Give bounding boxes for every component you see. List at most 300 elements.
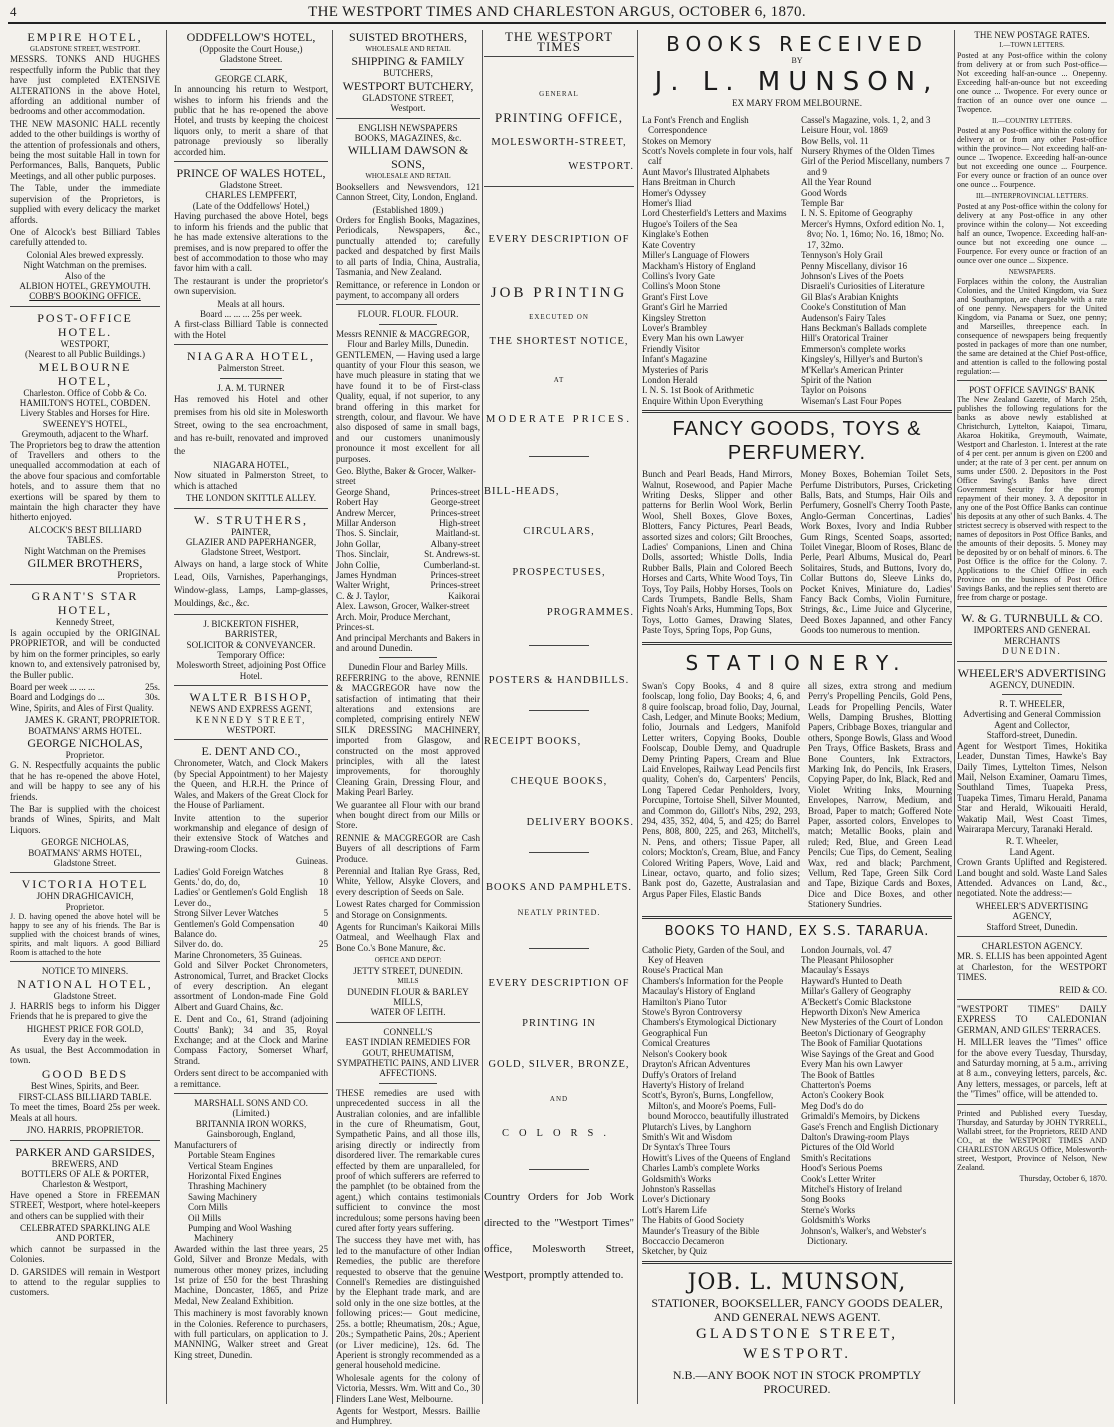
empire-table: The Table, under the immediate supervision of the Proprietors, is supplied with every delicacy the market affords.	[10, 183, 160, 225]
britannia: BRITANNIA IRON WORKS,	[195, 1118, 307, 1129]
westport-agents: Agents for Westport, Messrs. Baillie and Humphrey.	[336, 1405, 480, 1427]
list-item: Howitt's Lives of the Queens of England	[642, 1152, 791, 1163]
fancy-left: Bunch and Pearl Beads, Hand Mirrors, Walnut, Rosewood, and Papier Mache Writing Desks, Slipper and other patterns for Berlin Wool Work, Berlin Wool, Shell Boxes, Glove Boxes, Blotters, Fancy Pictures, Pearl Beads, assorted sizes and colors; Gilt Brooches, Ladies' Companions, Linen and China Dolls, assorted; Whistle Dolls, India Rubber Balls, Plain and Colored Beech Horses and Carts, White Wood Toys, Tin Toys, Toy Pails, Hobby Horses, Tools on Cards Trumpets, Bandle Bells, Sham Fights Noah's Arks, Humming Tops, Box Toys, Lotto Games, Drawing Slates, Paste Toys, Spring Tops, Pop Guns,	[642, 469, 793, 636]
agency: AGENCY, DUNEDIN.	[989, 679, 1075, 690]
melbourne-sub: Charleston. Office of Cobb & Co.	[23, 387, 147, 398]
column-4	[484, 30, 634, 1404]
fancy-goods	[642, 469, 952, 638]
gilmer-tables: ALCOCK'S BEST BILLIARD TABLES.	[28, 524, 142, 546]
list-item: Girl of the Period Miscellany, numbers 7 and 9	[801, 156, 950, 177]
rule	[174, 508, 328, 509]
lempfert-sub: (Late of the Oddfellows' Hotel,)	[192, 200, 310, 211]
list-item: Lover's Brambley	[642, 322, 708, 333]
gilmer-prop: Proprietors.	[117, 570, 160, 581]
executed-on: EXECUTED ON	[529, 313, 589, 322]
westport: WESTPORT.	[226, 725, 276, 736]
shipping: SHIPPING & FAMILY	[351, 54, 465, 69]
list-item: Friendly Visitor	[642, 343, 700, 354]
melbourne-hotel: MELBOURNE HOTEL,	[38, 359, 132, 388]
list-item: Gil Blas's Arabian Knights	[801, 291, 899, 302]
rule	[529, 710, 589, 711]
row-value: Albany-street	[430, 538, 480, 549]
importers: IMPORTERS AND GENERAL	[973, 625, 1091, 636]
empire-also: Also of the	[64, 270, 106, 281]
list-item: Dalton's Drawing-room Plays	[801, 1131, 910, 1142]
dunedin-flour-barley: DUNEDIN FLOUR & BARLEY MILLS,	[347, 986, 469, 1007]
rule	[642, 642, 952, 645]
list-item: Mysteries of Paris	[642, 364, 709, 375]
row-value: 25	[318, 939, 328, 950]
rule	[642, 410, 952, 413]
westport: Westport.	[390, 103, 426, 114]
empire-watch: Night Watchman on the premises.	[23, 260, 147, 271]
oddfellows-title: ODDFELLOW'S HOTEL,	[186, 30, 316, 44]
rule	[529, 852, 589, 853]
list-item: Haverty's History of Ireland	[642, 1079, 744, 1090]
list-item: Collins's Moon Stone	[642, 281, 721, 292]
by: BY	[791, 56, 803, 65]
walter-bishop: WALTER BISHOP,	[189, 690, 313, 705]
table-row	[336, 497, 480, 507]
country-letters: II.—COUNTRY LETTERS.	[991, 116, 1073, 125]
office-depot: OFFICE AND DEPOT:	[374, 956, 442, 965]
meals: Meals at all hours.	[217, 298, 285, 309]
dent-address: E. Dent and Co., 61, Strand (adjoining Coutts' Bank); 34 and 35, Royal Exchange; and at the Clock and Marine Compass Factory, Somerset Wharf, Strand.	[174, 1014, 328, 1066]
crown-grants: Crown Grants Uplifted and Registered. Land bought and sold. Waste Land Sales Attended. Advances on Land, &c., negotiated. Note the address:—	[957, 857, 1107, 899]
column-divider	[332, 30, 333, 1404]
country-orders: Country Orders for Job Work directed to the "Westport Times" office, Molesworth Street, Westport, promptly attended to.	[484, 1190, 634, 1281]
wheeler-adv: WHEELER'S ADVERTISING AGENCY,	[975, 900, 1089, 922]
clark-body: In announcing his return to Westport, wishes to inform his friends and the public that he has re-opened the above Hotel, and trusts by keeping the choicest liquors only, to merit a share of that patronage previously so liberally accorded him.	[174, 84, 328, 157]
list-item: Grimaldi's Memoirs, by Dickens	[801, 1111, 920, 1122]
dent-co: E. DENT AND CO.,	[201, 744, 301, 759]
stationery-left: Swan's Copy Books, 4 and 8 quire foolscap, long folio, Day Books; 4, 6, and 8 quire foolscap, broad folio, Day, Journal, Cash, Ledger, and Minute Books; Medium, folio, Journals and Ledgers, Manifold Letter writers, Copying Books, Double Foolscap, Double Demy, and Quadruple Demy Printing Papers, Cream and Blue Laid Envelopes, Railway Lead Pencils first quality, Cohen's do, Carpenters' Pencils, Long Tapered Cedar Penholders, Ivory, Porcupine, Tortoise Shell, Silver Mounted, and Common do, Gillott's Nibs, 292, 293, 294, 435, 352, 404, 5, and 425; do Barrel Pens, 808, 800, 225, and 263, Mitchell's, N. Pens, and others; Tissue Paper, all colors; Mockton's, Cream, Blue, and Fancy Colored Writing Papers, Wove, Laid and Linear, octavo, quarto, and folio sizes; Bank post do, Gazette, Australasian and Argus Paper Files, Elastic Bands	[642, 680, 800, 899]
rule	[336, 1022, 480, 1023]
westport-butchery: WESTPORT BUTCHERY,	[342, 78, 474, 93]
dent-gold: Gold and Silver Pocket Chronometers, Astronomical, Turret, and Bracket Clocks of every description. An elegant assortment of London-made Fine Gold Albert and Guard Chains, &c.	[174, 960, 328, 1012]
list-item: Aunt Mavor's Illustrated Alphabets	[642, 166, 770, 177]
colors: COLORS.	[501, 1127, 617, 1139]
list-item: Horizontal Fixed Engines	[188, 1170, 282, 1181]
rennie-firm: Messrs RENNIE & MACGREGOR,	[336, 328, 470, 339]
nicholas-sign: GEORGE NICHOLAS,	[41, 837, 129, 848]
dent-price-list	[174, 867, 328, 961]
hamilton-hotel: HAMILTON'S HOTEL, COBDEN.	[19, 397, 151, 408]
marshall: MARSHALL SONS AND CO.	[194, 1098, 308, 1109]
list-item: Sawing Machinery	[188, 1191, 257, 1202]
list-item: Johnson's Lives of the Poets	[801, 270, 904, 281]
principal: And principal Merchants and Bakers in and around Dunedin.	[336, 632, 480, 653]
list-item: Hamilton's Piano Tutor	[642, 996, 727, 1007]
mills: Flour and Barley Mills, Dunedin.	[347, 339, 469, 350]
post-note: (Nearest to all Public Buildings.)	[25, 349, 145, 360]
nicholas-sign: Gladstone Street.	[53, 858, 117, 868]
list-item: Stokes on Memory	[642, 135, 712, 146]
programmes: PROGRAMMES.	[546, 607, 634, 619]
victoria-hotel: VICTORIA HOTEL	[21, 877, 149, 892]
row-value: 8	[323, 866, 328, 877]
list-item: Homer's Iliad	[642, 198, 692, 209]
row-label: Gents.' do, do, do,	[174, 876, 241, 887]
rt-wheeler: R. T. WHEELER,	[999, 699, 1065, 710]
brewers: BREWERS, AND	[51, 1158, 119, 1169]
column-6	[957, 30, 1107, 1404]
list-item: Comical Creatures	[642, 1038, 710, 1049]
column-3	[336, 30, 480, 1427]
list-item: La Font's French and English Correspondence	[642, 114, 749, 136]
dawson-sub: WHOLESALE AND RETAIL	[365, 172, 451, 181]
rt-wheeler: R. T. Wheeler,	[1005, 836, 1059, 847]
rule	[10, 584, 160, 585]
list-item: Smith's Recitations	[801, 1152, 872, 1163]
table-row	[174, 908, 328, 918]
limited: (Limited.)	[232, 1108, 270, 1119]
row-label: Strong Silver Lever Watches	[174, 908, 279, 919]
column-divider	[482, 30, 483, 1404]
table-row	[336, 549, 480, 559]
row-label: George Shand,	[336, 486, 390, 497]
list-item: Hans Breitman in Church	[642, 177, 736, 188]
cheque-books: CHEQUE BOOKS,	[510, 776, 608, 788]
westport: WESTPORT.	[568, 161, 634, 173]
temp-address: Molesworth Street, adjoining Post Office Hotel.	[176, 660, 326, 681]
row-value: Cumberland-st.	[423, 559, 480, 570]
page-title: THE WESTPORT TIMES AND CHARLESTON ARGUS, OCTOBER 6, 1870.	[308, 4, 806, 20]
munson-name: J. L. MUNSON,	[654, 67, 940, 98]
albion-hotel: ALBION HOTEL, GREYMOUTH.	[19, 280, 151, 291]
list-item: Spirit of the Nation	[801, 374, 872, 385]
george-clark: GEORGE CLARK,	[214, 73, 288, 84]
list-item: Mitchel's History of Ireland	[801, 1183, 902, 1194]
dragh-prop: Proprietor.	[65, 901, 105, 912]
struthers-body: Always on hand, a large stock of White Lead, Oils, Varnishes, Paperhangings, Window-glass, Lamps, Lamp-glasses, Mouldings, &c., &c.	[174, 558, 328, 608]
first-class-billiard: FIRST-CLASS BILLIARD TABLE.	[18, 1091, 152, 1102]
lempfert-body: Having purchased the above Hotel, begs to inform his friends and the public that he has made extensive alterations to the premises, and is now prepared to offer the best of accommodation to those who may favor him with a call.	[174, 211, 328, 274]
table-row	[336, 591, 480, 601]
molesworth-street: MOLESWORTH-STREET,	[491, 136, 627, 148]
rule	[529, 456, 589, 457]
sweeney-sub: Greymouth, adjacent to the Wharf.	[21, 429, 149, 440]
printing-in: PRINTING IN	[522, 1018, 596, 1030]
lawson: Alex. Lawson, Grocer, Walker-street	[336, 601, 470, 612]
list-item: Wise Sayings of the Great and Good	[801, 1048, 934, 1059]
suisted-brothers: SUISTED BROTHERS,	[348, 30, 467, 44]
harris-price: HIGHEST PRICE FOR GOLD,	[26, 1023, 144, 1034]
boatmans-title: BOATMANS' ARMS HOTEL.	[28, 725, 142, 736]
turner: J. A. M. TURNER	[217, 382, 285, 393]
books-list	[642, 115, 952, 406]
list-item: The Book of Battles	[801, 1069, 875, 1080]
stationery-title: STATIONERY.	[685, 650, 909, 675]
posters-handbills: POSTERS & HANDBILLS.	[488, 674, 630, 686]
connell: CONNELL'S	[383, 1026, 433, 1037]
cobb-booking: COBB'S BOOKING OFFICE.	[29, 291, 141, 302]
list-item: Grant's First Love	[642, 291, 708, 302]
rule	[957, 936, 1107, 937]
hamilton-sub: Livery Stables and Horses for Hire.	[20, 408, 150, 419]
printing-office: PRINTING OFFICE,	[495, 110, 623, 126]
parker-tail: which cannot be surpassed in the Colonies.	[10, 1243, 160, 1265]
express: "WESTPORT TIMES" DAILY EXPRESS TO CALEDONIAN GERMAN, AND GILES' TERRACES.	[957, 1004, 1107, 1035]
list-item: Penny Miscellany, divisor 16	[801, 260, 907, 271]
barrister: BARRISTER,	[224, 629, 278, 640]
wholesale: WHOLESALE AND RETAIL	[365, 45, 451, 53]
rule	[220, 378, 282, 379]
rule	[174, 161, 328, 162]
every-description: EVERY DESCRIPTION OF	[488, 977, 630, 989]
struthers: W. STRUTHERS,	[194, 512, 308, 527]
remedies: THESE remedies are used with unprecedented success in all the Australian colonies, and are infallible in the cure of Rheumatism, Gout, Sympathetic Pains, and all those ills, arising directly or indirectly from disordered liver. The remarkable cures effected by them are unparalleled, for proof of which sufferers are referred to the pamphlet (to be obtained from the agent,) which contains testimonials sufficient to convince the most incredulous; some persons having been cured after forty years suffering.	[336, 1087, 480, 1234]
stationer: STATIONER, BOOKSELLER, FANCY GOODS DEALER,	[651, 1295, 943, 1310]
miller: H. MILLER leaves the "Times" office for the above every Tuesday, Thursday, and Saturday morning, at 5 a.m., arriving at 8 a.m., conveying letters, parcels, &c. Any letters, messages, or parcels, left at the "Times" office, will be attended to.	[957, 1037, 1108, 1100]
list-item: Nursery Rhymes of the Olden Times	[801, 146, 935, 157]
table-row	[336, 570, 480, 580]
parker-body: Have opened a Store in FREEMAN STREET, Westport, where hotel-keepers and others can be supplied with their	[10, 1189, 160, 1221]
list-item: Beeton's Dictionary of Geography	[801, 1027, 926, 1038]
list-item: Hood's Serious Poems	[801, 1163, 883, 1174]
east-indian: EAST INDIAN REMEDIES FOR GOUT, RHEUMATISM, SYMPATHETIC PAINS, AND LIVER AFFECTIONS.	[336, 1037, 480, 1079]
board: Board ... ... ... 25s per week.	[199, 308, 303, 319]
newspapers: NEWSPAPERS.	[1008, 267, 1056, 276]
grant-lodging-label: Board and Lodgings do ...	[10, 692, 105, 703]
jetty-street: JETTY STREET, DUNEDIN.	[353, 965, 463, 976]
list-item: Audenson's Fairy Tales	[801, 312, 886, 323]
referring: REFERRING to the above, RENNIE & MACGREGOR have now the satisfaction of intimating that their alterations and extensions are completed, comprising entirely NEW SILK DRESSING MACHINERY, imported from Glasgow, and constructed on the most approved principles, with all the latest improvements, for thoroughly Cleaning Grain, Dressing Flour, and Making Pearl Barley.	[336, 672, 480, 798]
page-header	[0, 0, 1114, 28]
list-item: I. N. S. 1st Book of Arithmetic	[642, 385, 754, 396]
hand-left	[642, 945, 793, 1257]
dent-body: Chronometer, Watch, and Clock Makers (by Special Appointment) to her Majesty the Queen, and H.R.H. the Prince of Wales, and Makers of the Great Clock for the House of Parliament.	[174, 758, 328, 811]
column-5	[642, 30, 952, 1404]
adv-agent: Advertising and General Commission Agent and Collector,	[963, 709, 1101, 730]
gilmer-body: The Proprietors beg to draw the attention of Travellers and others to the unequalled accommodation at each of the above four spacious and comfortable hotels, and to assure them that no exertions will be spared by them to maintain the high character they have hitherto enjoyed.	[10, 439, 160, 523]
list-item: Bow Bells, vol. 11	[801, 135, 869, 146]
list-item: Sterne's Works	[801, 1204, 856, 1215]
row-value: George-street	[430, 497, 480, 508]
books-to-hand-title: BOOKS TO HAND, EX S.S. TARARUA.	[664, 923, 930, 939]
water-of-leith: WATER OF LEITH.	[370, 1007, 446, 1018]
gladstone-westport: GLADSTONE STREET, WESTPORT.	[695, 1325, 899, 1362]
list-item: Chambers's Information for the People	[642, 975, 784, 986]
list-item: Enquire Within Upon Everything	[642, 395, 763, 406]
dawson-body: Booksellers and Newsvendors, 121 Cannon Street, City, London, England.	[336, 181, 480, 203]
list-item: Hepworth Dixon's New America	[801, 1007, 921, 1018]
list-item: Sketcher, by Quiz	[642, 1246, 708, 1257]
rule	[220, 69, 282, 70]
wheeler-title: WHEELER'S ADVERTISING	[957, 665, 1107, 680]
table-row	[336, 528, 480, 538]
rule	[642, 916, 952, 919]
news-agent: AND GENERAL NEWS AGENT.	[713, 1309, 881, 1324]
general: GENERAL	[539, 89, 579, 98]
lowest-rates: Lowest Rates charged for Commission and Storage on Consignments.	[336, 899, 480, 920]
books-magazines: BOOKS, MAGAZINES, &c.	[354, 133, 462, 144]
dunedin: DUNEDIN.	[1002, 646, 1062, 657]
national-street: Gladstone Street.	[53, 990, 117, 1001]
list-item: Vertical Steam Engines	[188, 1160, 273, 1171]
list-item: Collins's Ivory Gate	[642, 270, 715, 281]
table-row	[336, 580, 480, 590]
agent-for: Agent for Westport Times, Hokitika Leader, Dunstan Times, Hawke's Bay Daily Times, Lyttelton Times, Nelson Mail, Nelson Examiner, Oamaru Times, Southland Times, Tuapeka Press, Tuapeka Times, Timaru Herald, Panama Star and Herald, Wikouaiti Herald, Wakatip Mail, West Coast Times, Wairarapa Mercury, Taranaki Herald.	[957, 740, 1107, 834]
list-item: Oil Mills	[188, 1212, 222, 1223]
list-item: Thrashing Machinery	[188, 1181, 267, 1192]
interprovincial: III.—INTERPROVINCIAL LETTERS.	[976, 192, 1088, 201]
list-item: Homer's Odyssey	[642, 187, 707, 198]
news-agent: NEWS AND EXPRESS AGENT,	[189, 704, 313, 715]
publication-date: Thursday, October 6, 1870.	[1019, 1173, 1107, 1183]
row-label: Thos. Sinclair,	[336, 549, 389, 560]
table-row	[174, 950, 328, 960]
list-item: Every Man his own Lawyer	[642, 333, 744, 344]
row-label: Andrew Mercer,	[336, 507, 396, 518]
list-item: Maunder's Treasury of the Bible	[642, 1225, 760, 1236]
butchers: BUTCHERS,	[383, 68, 433, 79]
rule	[642, 1261, 952, 1264]
parker-location: Charleston & Westport,	[42, 1179, 128, 1190]
inter-body: Posted at any Post-office within the colony for delivery at any Post-office in any other province within the colony— Not exceeding half an ounce, Twopence. Exceeding half-an-ounce but not exceeding one ounce ... Fourpence. For every ounce or fraction of an ounce over one ounce ... Sixpence.	[957, 201, 1107, 265]
list-item: Catholic Piety, Garden of the Soul, and Key of Heaven	[642, 944, 785, 966]
list-item: The Habits of Good Society	[642, 1215, 745, 1226]
niagara-title: NIAGARA HOTEL,	[187, 349, 315, 364]
rule	[529, 948, 589, 949]
skittle-alley: THE LONDON SKITTLE ALLEY.	[185, 493, 317, 504]
list-item: London Herald	[642, 374, 698, 385]
every-description: EVERY DESCRIPTION OF	[488, 234, 630, 246]
list-item: Johnson's, Walker's, and Webster's Dictionary.	[801, 1225, 927, 1246]
mills-heading: MILLS	[397, 977, 419, 986]
rule	[174, 614, 328, 615]
row-value: Princes-street	[430, 486, 480, 497]
receipt-books: RECEIPT BOOKS,	[484, 735, 582, 747]
empire-ale: Colonial Ales brewed expressly.	[26, 249, 144, 260]
sweeney-hotel: SWEENEY'S HOTEL,	[42, 418, 128, 429]
delivery-books: DELIVERY BOOKS.	[526, 816, 634, 828]
grant-sign: JAMES K. GRANT, PROPRIETOR.	[24, 715, 160, 726]
grant-body: Is again occupied by the ORIGINAL PROPRIETOR, and will be conducted by him on the former principles, so early known to, and extensively patronised by, the Buller public.	[10, 627, 160, 680]
list-item: Lover's Dictionary	[642, 1194, 711, 1205]
list-item: Cooke's Constitution of Man	[801, 302, 906, 313]
row-label: John Gollar,	[336, 538, 381, 549]
garsides-note: D. GARSIDES will remain in Westport to attend to the regular supplies to customers.	[10, 1266, 160, 1298]
list-item: Lord Chesterfield's Letters and Maxims	[642, 208, 787, 219]
list-item: London Journals, vol. 47	[801, 944, 892, 955]
list-item: Stowe's Byron Controversy	[642, 1007, 743, 1018]
machinery: This machinery is most favorably known in the Colonies. Reference to purchasers, with full particulars, on application to J. MANNING, Walker street and Great King street, Dunedin.	[174, 1308, 328, 1360]
list-item: Wiseman's Last Four Popes	[801, 395, 902, 406]
list-item: Miller's Language of Flowers	[642, 250, 750, 261]
gold-silver-bronze: GOLD, SILVER, BRONZE,	[488, 1058, 630, 1070]
row-label: Walter Wright,	[336, 580, 390, 591]
list-item: Hans Beckman's Ballads complete	[801, 322, 927, 333]
rule	[10, 1140, 160, 1141]
niagara-street: Palmerston Street.	[217, 363, 285, 374]
list-item: Smith's Wit and Wisdom	[642, 1131, 733, 1142]
seeds: Perennial and Italian Rye Grass, Red, White, Yellow, Alsyke Clovers, and every description of Seeds on Sale.	[336, 866, 480, 897]
list-item: Acton's Cookery Book	[801, 1090, 884, 1101]
dragh-body: J. D. having opened the above hotel will be happy to see any of his friends. The Bar is supplied with the choicest brands of wines, spirits, and malt liquors. A good Billiard Room is attached to the hote	[10, 912, 160, 958]
list-item: Mackham's History of England	[642, 260, 756, 271]
to-hand-list	[642, 945, 952, 1257]
grant-board	[10, 682, 160, 692]
row-value: Princes-street	[430, 580, 480, 591]
row-value: 40	[318, 918, 328, 929]
row-label: Millar Anderson	[336, 518, 396, 529]
ellis: MR. S. ELLIS has been appointed Agent at Charleston, for the WESTPORT TIMES.	[957, 951, 1107, 983]
row-label: Silver do. do.	[174, 939, 224, 950]
list-item: Duffy's Orators of Ireland	[642, 1069, 737, 1080]
rule	[957, 661, 1107, 662]
hand-right	[801, 945, 952, 1257]
solicitor: SOLICITOR & CONVEYANCER.	[186, 639, 316, 650]
list-item: Charles Lamb's complete Works	[642, 1163, 760, 1174]
rule	[379, 1083, 437, 1084]
list-item: Pumping and Wool Washing Machinery	[188, 1222, 292, 1244]
flour-heading: FLOUR. FLOUR. FLOUR.	[357, 309, 459, 320]
list-item: Kingsley's, Hillyer's and Burton's	[801, 354, 923, 365]
row-label: John Collie,	[336, 559, 380, 570]
niagara-hotel: NIAGARA HOTEL,	[213, 459, 289, 470]
row-value: Maitland-st.	[435, 528, 480, 539]
harris-usual: As usual, the Best Accommodation in town.	[10, 1044, 160, 1066]
dunedin-mills: Dunedin Flour and Barley Mills.	[348, 662, 468, 673]
savings-title: POST OFFICE SAVINGS' BANK	[969, 385, 1095, 396]
list-item: Corn Mills	[188, 1202, 228, 1213]
empire-address: GLADSTONE STREET, WESTPORT.	[30, 45, 140, 53]
grant-street: Kennedy Street,	[55, 617, 115, 628]
list-item: Scott's, Byron's, Burns, Longfellow, Milton's, and Moore's Poems, Full-bound Morocco, beautifully illustrated	[642, 1090, 789, 1122]
prospectuses: PROSPECTUSES,	[512, 566, 606, 578]
row-value: 5	[323, 908, 328, 919]
row-label: Ladies' or Gentlemen's Gold English Lever do.,	[174, 887, 308, 908]
notice-to-miners: NOTICE TO MINERS.	[41, 966, 129, 977]
shortest-notice: THE SHORTEST NOTICE,	[489, 335, 629, 347]
list-item: Millar's Gallery of Geography	[801, 986, 911, 997]
remittance: Remittance, or reference in London or payment, to accompany all orders	[336, 279, 480, 300]
turner-body: Has removed his Hotel and other premises from his old site in Molesworth Street, owing to the sea encroachment, and has re-built, renovated and improved the	[174, 393, 328, 456]
celebrated-ale: CELEBRATED SPARKLING ALE	[19, 1222, 150, 1233]
gainsborough: Gainsborough, England,	[206, 1129, 296, 1140]
kennedy-street: KENNEDY STREET,	[195, 714, 307, 725]
empire-body: MESSRS. TONKS AND HUGHES respectfully inform the Public that they have just completed EXTENSIVE ALTERATIONS in the above Hotel, affording an additional number of bedrooms and other accommodation.	[10, 54, 160, 117]
arch-moir: Arch. Moir, Produce Merchant, Princes-st.	[336, 611, 451, 633]
list-item: Portable Steam Engines	[188, 1150, 275, 1161]
row-label: C. & J. Taylor,	[336, 590, 390, 601]
row-value: Princes-street	[430, 570, 480, 581]
list-item: Scott's Novels complete in four vols, half calf	[642, 146, 793, 167]
list-item: Geographical Fun	[642, 1027, 708, 1038]
row-label: James Hyndman	[336, 570, 397, 581]
row-label: Marine Chronometers, 35 Guineas.	[174, 949, 303, 960]
marshall-items	[174, 1150, 328, 1244]
list-item: Goldsmith's Works	[642, 1173, 712, 1184]
nicholas-bar: The Bar is supplied with the choicest brands of Wines, Spirits, and Malt Liquors.	[10, 803, 160, 835]
nota-bene: N.B.—ANY BOOK NOT IN STOCK PROMPTLY PROCURED.	[672, 1367, 922, 1396]
table-row	[174, 867, 328, 877]
harris-day: Every day in the week.	[43, 1034, 127, 1045]
gladstone: GLADSTONE STREET,	[362, 92, 454, 103]
job-munson: JOB. L. MUNSON,	[687, 1269, 907, 1295]
grant-lodging-price: 30s.	[145, 692, 160, 703]
table-row	[174, 939, 328, 949]
grant-lodging	[10, 692, 160, 702]
porter: AND PORTER,	[55, 1233, 115, 1244]
rule	[957, 606, 1107, 607]
list-item: I. N. S. Epitome of Geography	[801, 208, 913, 219]
town-letters: I.—TOWN LETTERS.	[999, 41, 1065, 50]
books-left	[642, 115, 793, 406]
billiard: A first-class Billiard Table is connected with the Hotel	[174, 319, 328, 340]
list-item: Emmerson's complete works	[801, 343, 906, 354]
